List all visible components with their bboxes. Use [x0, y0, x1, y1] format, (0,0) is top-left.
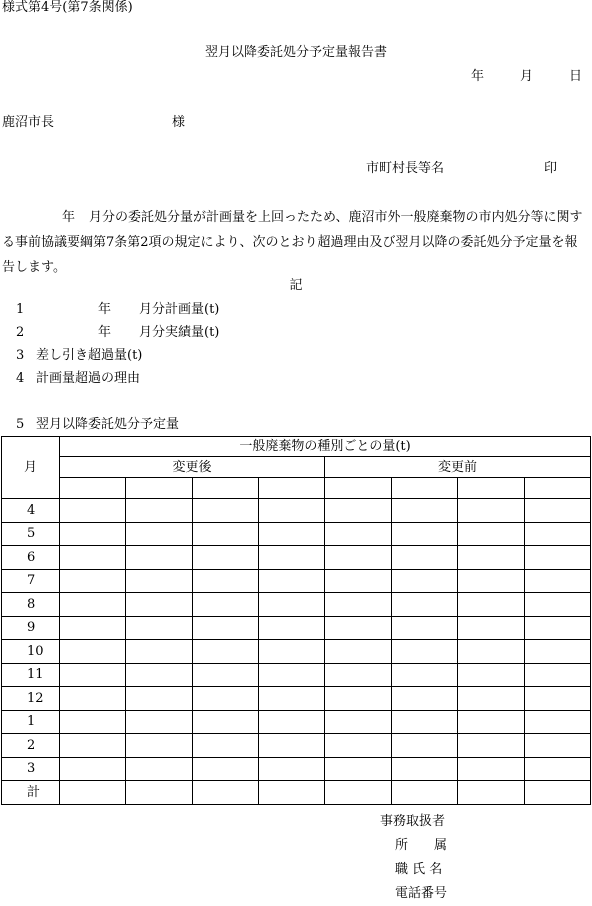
- ki-heading: 記: [289, 278, 303, 293]
- quantity-cell[interactable]: [259, 499, 325, 523]
- table-row: [2, 640, 591, 664]
- item-5-number: 5: [16, 417, 25, 432]
- quantity-cell[interactable]: [525, 616, 591, 640]
- quantity-cell[interactable]: [259, 640, 325, 664]
- item-1-number: 1: [16, 302, 25, 317]
- quantity-cell[interactable]: [60, 781, 126, 805]
- item-3-number: 3: [16, 348, 25, 363]
- item-4-text: 計画量超過の理由: [36, 371, 141, 386]
- quantity-cell[interactable]: [126, 663, 193, 687]
- quantity-cell[interactable]: [325, 687, 392, 711]
- after-type-1-header: [60, 478, 126, 499]
- quantity-cell[interactable]: [126, 640, 193, 664]
- quantity-cell[interactable]: [392, 781, 458, 805]
- quantity-cell[interactable]: [525, 640, 591, 664]
- quantity-cell[interactable]: [458, 593, 525, 617]
- quantity-cell[interactable]: [126, 781, 193, 805]
- quantity-cell[interactable]: [392, 710, 458, 734]
- table-row: [2, 687, 591, 711]
- quantity-cell[interactable]: [458, 640, 525, 664]
- quantity-cell[interactable]: [392, 757, 458, 781]
- quantity-cell[interactable]: [259, 734, 325, 758]
- quantity-cell[interactable]: [325, 734, 392, 758]
- quantity-cell[interactable]: [126, 687, 193, 711]
- item-1-year: 年: [98, 302, 112, 317]
- item-2: [16, 326, 219, 339]
- sender-row: [366, 162, 557, 175]
- quantity-cell[interactable]: [126, 710, 193, 734]
- month-cell: 計: [2, 781, 60, 805]
- quantity-cell[interactable]: [392, 616, 458, 640]
- staff-block: [380, 810, 447, 906]
- after-type-4-header: [259, 478, 325, 499]
- quantity-cell[interactable]: [126, 546, 193, 570]
- item-2-year: 年: [98, 325, 112, 340]
- table-row: [2, 781, 591, 805]
- quantity-cell[interactable]: [193, 663, 259, 687]
- quantity-cell[interactable]: [193, 687, 259, 711]
- addressee-name: 鹿沼市長: [2, 115, 55, 130]
- quantity-cell[interactable]: [259, 569, 325, 593]
- table-row: [2, 663, 591, 687]
- quantity-cell[interactable]: [60, 593, 126, 617]
- quantity-cell[interactable]: [458, 687, 525, 711]
- quantity-cell[interactable]: [126, 757, 193, 781]
- quantity-cell[interactable]: [525, 710, 591, 734]
- waste-type-header: 一般廃棄物の種別ごとの量(t): [60, 437, 591, 457]
- quantity-cell[interactable]: [259, 710, 325, 734]
- item-4-number: 4: [16, 371, 25, 386]
- quantity-cell[interactable]: [458, 616, 525, 640]
- quantity-cell[interactable]: [392, 499, 458, 523]
- quantity-cell[interactable]: [525, 522, 591, 546]
- quantity-cell[interactable]: [193, 522, 259, 546]
- after-type-3-header: [193, 478, 259, 499]
- quantity-cell[interactable]: [60, 616, 126, 640]
- quantity-cell[interactable]: [259, 757, 325, 781]
- quantity-cell[interactable]: [392, 640, 458, 664]
- staff-department-label: 所 属: [395, 838, 448, 853]
- quantity-cell[interactable]: [325, 781, 392, 805]
- quantity-cell[interactable]: [525, 734, 591, 758]
- quantity-cell[interactable]: [525, 593, 591, 617]
- table-row: [2, 522, 591, 546]
- quantity-cell[interactable]: [325, 616, 392, 640]
- quantity-cell[interactable]: [126, 593, 193, 617]
- quantity-cell[interactable]: [60, 757, 126, 781]
- quantity-cell[interactable]: [392, 687, 458, 711]
- quantity-cell[interactable]: [193, 710, 259, 734]
- item-3: [16, 349, 142, 362]
- quantity-cell[interactable]: [458, 663, 525, 687]
- quantity-cell[interactable]: [525, 781, 591, 805]
- table-row: [2, 734, 591, 758]
- quantity-cell[interactable]: [60, 546, 126, 570]
- before-type-4-header: [525, 478, 591, 499]
- month-cell: 12: [2, 687, 60, 711]
- quantity-cell[interactable]: [525, 687, 591, 711]
- table-row: [2, 757, 591, 781]
- quantity-cell[interactable]: [458, 781, 525, 805]
- month-cell: 8: [2, 593, 60, 617]
- before-change-header: 変更前: [325, 457, 591, 478]
- staff-phone-label: 電話番号: [395, 886, 448, 901]
- quantity-cell[interactable]: [126, 569, 193, 593]
- sender-seal: 印: [544, 161, 558, 176]
- quantity-cell[interactable]: [392, 522, 458, 546]
- quantity-cell[interactable]: [60, 640, 126, 664]
- body-rest: 月分の委託処分量が計画量を上回ったため、鹿沼市外一般廃棄物の市内処分等に関する事前協議要綱第7条第2項の規定により、次のとおり超過理由及び翌月以降の委託処分予定量を報告します。: [2, 210, 583, 275]
- quantity-cell[interactable]: [126, 499, 193, 523]
- date-day: 日: [568, 69, 582, 84]
- body-year: 年: [62, 210, 76, 225]
- quantity-cell[interactable]: [392, 663, 458, 687]
- quantity-cell[interactable]: [525, 757, 591, 781]
- document-title: 翌月以降委託処分予定量報告書: [204, 45, 387, 60]
- quantity-cell[interactable]: [126, 734, 193, 758]
- table-row: [2, 499, 591, 523]
- table-row: [2, 569, 591, 593]
- quantity-cell[interactable]: [60, 499, 126, 523]
- month-cell: 10: [2, 640, 60, 664]
- quantity-cell[interactable]: [392, 734, 458, 758]
- item-1-text: 月分計画量(t): [139, 302, 220, 317]
- month-header: 月: [2, 437, 60, 499]
- month-cell: 7: [2, 569, 60, 593]
- quantity-cell[interactable]: [259, 781, 325, 805]
- quantity-cell[interactable]: [525, 569, 591, 593]
- quantity-cell[interactable]: [126, 616, 193, 640]
- addressee-row: [2, 116, 185, 129]
- staff-title: 事務取扱者: [380, 814, 446, 829]
- date-line: [471, 70, 582, 83]
- table-row: [2, 710, 591, 734]
- addressee-honorific: 様: [172, 115, 186, 130]
- quantity-cell[interactable]: [60, 663, 126, 687]
- quantity-cell[interactable]: [325, 546, 392, 570]
- quantity-cell[interactable]: [458, 546, 525, 570]
- before-type-1-header: [325, 478, 392, 499]
- month-cell: 1: [2, 710, 60, 734]
- month-cell: 9: [2, 616, 60, 640]
- quantity-cell[interactable]: [193, 781, 259, 805]
- item-2-text: 月分実績量(t): [139, 325, 220, 340]
- quantity-cell[interactable]: [325, 569, 392, 593]
- quantity-cell[interactable]: [193, 499, 259, 523]
- quantity-cell[interactable]: [525, 663, 591, 687]
- quantity-cell[interactable]: [392, 569, 458, 593]
- quantity-cell[interactable]: [525, 499, 591, 523]
- quantity-cell[interactable]: [259, 687, 325, 711]
- before-type-2-header: [392, 478, 458, 499]
- item-4: [16, 372, 140, 385]
- quantity-cell[interactable]: [193, 757, 259, 781]
- month-cell: 6: [2, 546, 60, 570]
- quantity-cell[interactable]: [60, 734, 126, 758]
- quantity-cell[interactable]: [325, 710, 392, 734]
- table-row: [2, 616, 591, 640]
- item-5: [16, 418, 179, 431]
- quantity-cell[interactable]: [259, 546, 325, 570]
- quantity-cell[interactable]: [392, 593, 458, 617]
- quantity-cell[interactable]: [458, 710, 525, 734]
- item-1: [16, 303, 219, 316]
- staff-name-label: 職 氏 名: [395, 862, 443, 877]
- item-3-text: 差し引き超過量(t): [36, 348, 143, 363]
- quantity-cell[interactable]: [259, 522, 325, 546]
- quantity-cell[interactable]: [325, 663, 392, 687]
- schedule-table: [1, 436, 591, 805]
- quantity-cell[interactable]: [193, 616, 259, 640]
- form-number: 様式第4号(第7条関係): [2, 0, 133, 15]
- after-type-2-header: [126, 478, 193, 499]
- table-row: [2, 546, 591, 570]
- quantity-cell[interactable]: [193, 593, 259, 617]
- date-month: 月: [519, 69, 533, 84]
- sender-label: 市町村長等名: [366, 161, 445, 176]
- item-5-text: 翌月以降委託処分予定量: [36, 417, 180, 432]
- month-cell: 2: [2, 734, 60, 758]
- quantity-cell[interactable]: [193, 569, 259, 593]
- quantity-cell[interactable]: [325, 593, 392, 617]
- month-cell: 3: [2, 757, 60, 781]
- month-cell: 5: [2, 522, 60, 546]
- quantity-cell[interactable]: [193, 734, 259, 758]
- table-row: [2, 593, 591, 617]
- quantity-cell[interactable]: [60, 522, 126, 546]
- quantity-cell[interactable]: [458, 734, 525, 758]
- quantity-cell[interactable]: [193, 640, 259, 664]
- date-year: 年: [470, 69, 484, 84]
- quantity-cell[interactable]: [458, 569, 525, 593]
- quantity-cell[interactable]: [325, 499, 392, 523]
- quantity-cell[interactable]: [60, 687, 126, 711]
- quantity-cell[interactable]: [458, 757, 525, 781]
- item-2-number: 2: [16, 325, 25, 340]
- schedule-table-wrapper: [1, 436, 591, 805]
- month-cell: 11: [2, 663, 60, 687]
- quantity-cell[interactable]: [126, 522, 193, 546]
- quantity-cell[interactable]: [325, 640, 392, 664]
- body-paragraph: [2, 205, 590, 280]
- quantity-cell[interactable]: [325, 757, 392, 781]
- quantity-cell[interactable]: [60, 569, 126, 593]
- quantity-cell[interactable]: [259, 593, 325, 617]
- quantity-cell[interactable]: [392, 546, 458, 570]
- quantity-cell[interactable]: [259, 616, 325, 640]
- before-type-3-header: [458, 478, 525, 499]
- quantity-cell[interactable]: [325, 522, 392, 546]
- quantity-cell[interactable]: [458, 522, 525, 546]
- quantity-cell[interactable]: [458, 499, 525, 523]
- after-change-header: 変更後: [60, 457, 325, 478]
- quantity-cell[interactable]: [259, 663, 325, 687]
- month-cell: 4: [2, 499, 60, 523]
- quantity-cell[interactable]: [193, 546, 259, 570]
- quantity-cell[interactable]: [60, 710, 126, 734]
- quantity-cell[interactable]: [525, 546, 591, 570]
